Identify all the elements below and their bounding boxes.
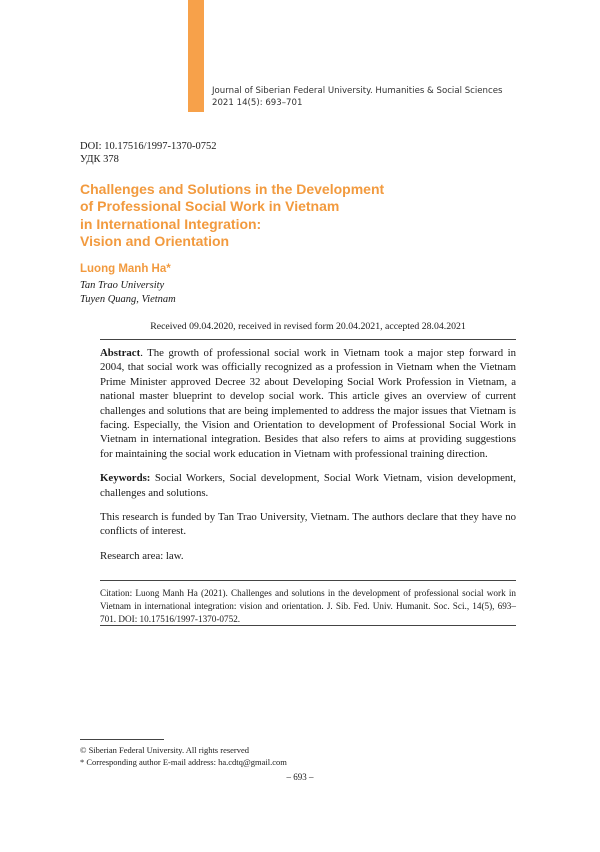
copyright: © Siberian Federal University. All rights reserved — [80, 745, 250, 755]
doi[interactable]: DOI: 10.17516/1997-1370-0752 — [80, 141, 217, 152]
author-affiliation — [80, 279, 176, 306]
author-name: Luong Manh Ha* — [80, 263, 171, 275]
corresponding-author: * Corresponding author E-mail address: ha.cdtq@gmail.com — [80, 756, 287, 767]
footnote-divider — [80, 739, 164, 740]
keywords — [100, 471, 516, 500]
affiliation-institution: Tan Trao University — [80, 280, 165, 291]
article-title — [80, 181, 420, 251]
journal-issue: 2021 14(5): 693–701 — [212, 97, 303, 108]
keywords-label: Keywords: — [100, 472, 151, 485]
affiliation-location: Tuyen Quang, Vietnam — [80, 293, 176, 305]
udk: УДК 378 — [80, 154, 119, 165]
abstract — [100, 346, 516, 461]
page-number: – 693 – — [286, 772, 314, 782]
abstract-block — [100, 346, 516, 573]
title-line: Vision and Orientation — [80, 233, 230, 250]
identifiers — [80, 140, 217, 166]
funding-note: This research is funded by Tan Trao University, Vietnam. The authors declare that they have no conflicts of interest. — [100, 511, 516, 538]
received-dates: Received 09.04.2020, received in revised form 20.04.2021, accepted 28.04.2021 — [150, 321, 466, 332]
title-line: Challenges and Solutions in the Development — [80, 181, 385, 197]
abstract-label: Abstract — [100, 347, 141, 359]
divider — [100, 580, 516, 581]
divider — [100, 625, 516, 626]
citation: Citation: Luong Manh Ha (2021). Challenges and solutions in the development of professional social work in Vietnam in international integration: vision and orientation. J. Sib. Fed. Univ. Humanit. Soc. Sci., 14(5), 693–701. DOI: 10.17516/1997-1370-0752. — [100, 588, 516, 624]
journal-name: Journal of Siberian Federal University. Humanities & Social Sciences — [212, 86, 503, 96]
journal-accent-bar — [188, 0, 204, 112]
title-line: of Professional Social Work in Vietnam — [80, 198, 340, 215]
research-area: Research area: law. — [100, 549, 184, 562]
divider — [100, 339, 516, 340]
journal-header — [212, 86, 503, 109]
keywords-text: Social Workers, Social development, Social Work Vietnam, vision development, challenges and solutions. — [100, 472, 516, 499]
abstract-text: . The growth of professional social work in Vietnam took a major step forward in 2004, that social work was officially recognized as a profession in Vietnam when the Vietnam Prime Minister approved Decree 32 about Developing Social Work Profession in Vietnam, a national master blueprint to develop social work. This article gives an overview of current challenges and solutions that are being implemented to address the major issues that Vietnam is facing. Especially, the Vision and Orientation to development of Professional Social Work in Vietnam in international integration. Besides that also refers to aims at providing suggestions for maintaining the social work education in Vietnam with professional training direction. — [100, 347, 516, 460]
footnotes — [80, 745, 287, 768]
title-line: in International Integration: — [80, 215, 262, 232]
